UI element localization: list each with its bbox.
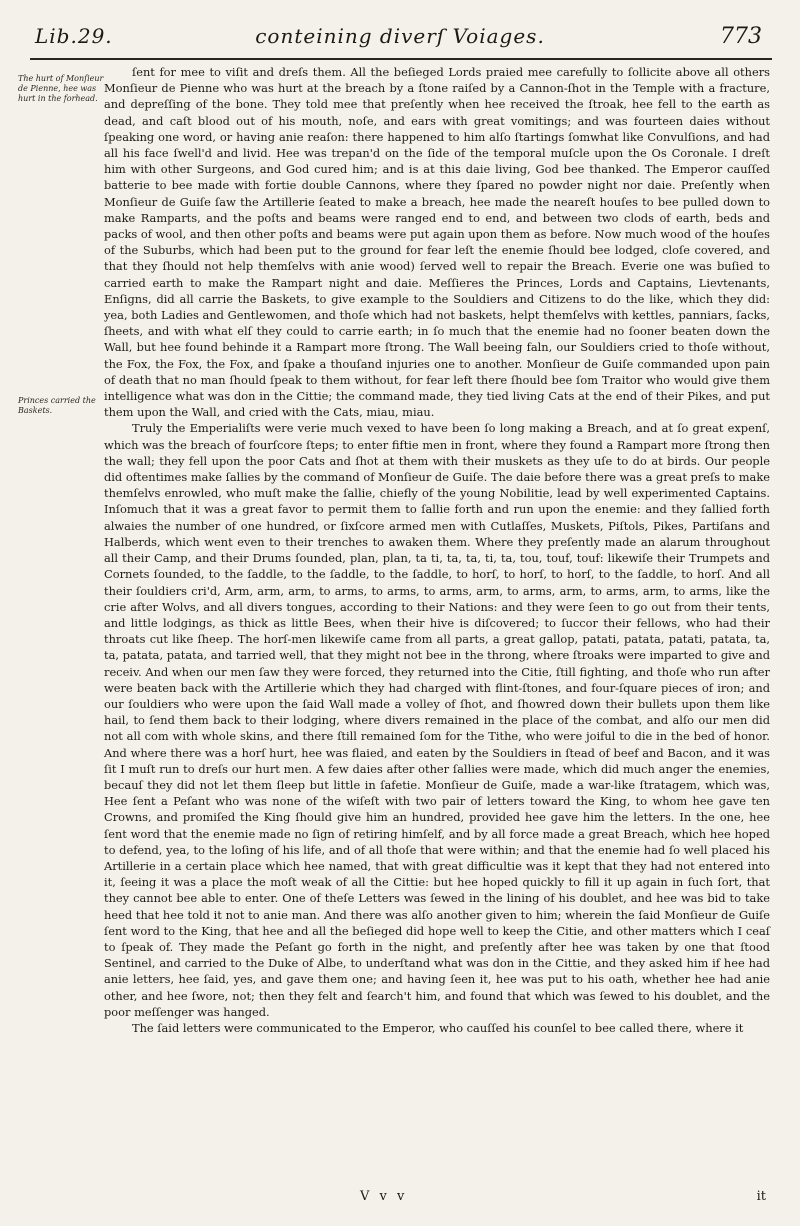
margin-note: Princes carried the Baskets.	[18, 396, 96, 415]
paragraph: ſent for mee to viſit and dreſs them. All the beſieged Lords praied mee carefully to ſollicite above all others Monſieur de Pienne who was hurt at the breach by a ſtone raiſed by a Cannon-ſhot in the Temple with a fracture, and depreſſing of the bone. They told mee that preſently when hee received the ſtroak, hee fell to the earth as dead, and caſt blood out of his mouth, noſe, and ears with great vomitings; and was fourteen daies without ſpeaking one word, or having anie reaſon: there happened to him alſo ſtartings ſomwhat like Convulſions, and had all his face ſwell'd and livid. Hee was trepan'd on the ſide of the temporal muſcle upon the Os Coronale. I dreſt him with other Surgeons, and God cured him; and is at this daie living, God bee thanked. The Emperor cauſſed batterie to bee made with fortie double Cannons, where they ſpared no powder night nor daie. Preſently when Monſieur de Guiſe ſaw the Artillerie ſeated to make a breach, hee made the neareſt houſes to bee pulled down to make Ramparts, and the poſts and beams were ranged end to end, and between two clods of earth, beds and packs of wool, and then other poſts and beams were put again upon them as before. Now much wood of the houſes of the Suburbs, which had been put to the ground for fear leſt the enemie ſhould bee lodged, cloſe covered, and that they ſhould not help themſelvs with anie wood) ſerved well to repair the Breach. Everie one was buſied to carried earth to make the Rampart night and daie. Meſſieres the Princes, Lords and Captains, Lievtenants, Enſigns, did all carrie the Baskets, to give example to the Souldiers and Citizens to do the like, which they did: yea, both Ladies and Gentlewomen, and thoſe which had not baskets, helpt themſelvs with kettles, panniars, ſacks, ſheets, and with what elſ they could to carrie earth; in ſo much that the enemie had no ſooner beaten down the Wall, but hee found behinde it a Rampart more ſtrong. The Wall beeing faln, our Souldiers cried to thoſe without, the Fox, the Fox, the Fox, and ſpake a thouſand injuries one to another. Monſieur de Guiſe commanded upon pain of death that no man ſhould ſpeak to them without, for fear left there ſhould bee ſom Traitor who would give them intelligence what was don in the Cittie; the command made, they tied living Cats at the end of their Pikes, and put them upon the Wall, and cried with the Cats, miau, miau.	[104, 65, 770, 420]
page-number: 773	[720, 24, 762, 49]
running-title: conteining diverſ Voiages.	[255, 24, 545, 48]
running-head-left: Lib.29.	[35, 24, 113, 48]
paragraph: The ſaid letters were communicated to the Emperor, who cauſſed his counſel to bee called there, where it	[132, 1020, 744, 1035]
header-rule	[30, 58, 772, 60]
paragraph: Truly the Emperialiſts were verie much vexed to have been ſo long making a Breach, and at ſo great expenſ, which was the breach of fourſcore ſteps; to enter fiftie men in front, where they found a Rampart more ſtrong then the wall; they fell upon the poor Cats and ſhot at them with their muskets as they uſe to do at birds. Our people did oftentimes make ſallies by the command of Monſieur de Guiſe. The daie before there was a great preſs to make themſelvs enrowled, who muſt make the ſallie, chiefly of the young Nobilitie, lead by well experimented Captains. Inſomuch that it was a great favor to permit them to ſallie forth and run upon the enemie: and they ſallied forth alwaies the number of one hundred, or ſixſcore armed men with Cutlaſſes, Muskets, Piſtols, Pikes, Partiſans and Halberds, which went even to their trenches to awaken them. Where they preſently made an alarum throughout all their Camp, and their Drums ſounded, plan, plan, ta ti, ta, ta, ti, ta, tou, touf, touf: likewiſe their Trumpets and Cornets ſounded, to the ſaddle, to the ſaddle, to the ſaddle, to horſ, to horſ, to horſ, to the ſaddle, to horſ. And all their ſouldiers cri'd, Arm, arm, arm, to arms, to arms, to arms, arm, to arms, arm, to arms, arm, to arms, like the crie after Wolvs, and all divers tongues, according to their Nations: and they were ſeen to go out from their tents, and little lodgings, as thick as little Bees, when their hive is diſcovered; to ſuccor their fellows, who had their throats cut like ſheep. The horſ-men likewiſe came from all parts, a great gallop, patati, patata, patati, patata, ta, ta, patata, patata, and tarried well, that they might not bee in the throng, where ſtroaks were imparted to give and receiv. And when our men ſaw they were forced, they returned into the Citie, ſtill fighting, and thoſe who run after were beaten back with the Artillerie which they had charged with flint-ſtones, and four-ſquare pieces of iron; and our ſouldiers who were upon the ſaid Wall made a volley of ſhot, and ſhowred down their bullets upon them like hail, to ſend them back to their lodging, where divers remained in the place of the combat, and alſo our men did not all com with whole skins, and there ſtill remained ſom for the Tithe, who were joiful to die in the bed of honor. And where there was a horſ hurt, hee was flaied, and eaten by the Souldiers in ſtead of beef and Bacon, and it was ſit I muſt run to dreſs our hurt men. A few daies after other ſallies were made, which did much anger the enemies, becauſ they did not let them ſleep but little in ſafetie. Monſieur de Guiſe, made a war-like ſtratagem, which was, Hee ſent a Peſant who was none of the wiſeſt with two pair of letters toward the King, to whom hee gave ten Crowns, and promiſed the King ſhould give him an hundred, provided hee gave him the letters. In the one, hee ſent word that the enemie made no ſign of retiring himſelf, and by all force made a great Breach, which hee hoped to defend, yea, to the loſing of his life, and of all thoſe that were within; and that the enemie had ſo well placed his Artillerie in a certain place which hee named, that with great difficultie was it kept that they had not entered into it, ſeeing it was a place the moſt weak of all the Cittie: but hee hoped quickly to fill it up again in ſuch ſort, that they cannot bee able to enter. One of theſe Letters was ſewed in the lining of his doublet, and hee was bid to take heed that hee told it not to anie man. And there was alſo another given to him; wherein the ſaid Monſieur de Guiſe ſent word to the King, that hee and all the beſieged did hope well to keep the Citie, and other matters which I ceaſ to ſpeak of. They made the Peſant go forth in the night, and preſently after hee was taken by one that ſtood Sentinel, and carried to the Duke of Albe, to underſtand what was don in the Cittie, and they asked him if hee had anie letters, hee ſaid, yes, and gave them one; and having ſeen it, hee was put to his oath, whether hee had anie other, and hee ſwore, not; then they felt and ſearch't him, and found that which was ſewed to his doublet, and the poor meſſenger was hanged.	[104, 421, 770, 1019]
signature-mark: V v v	[360, 1189, 408, 1204]
catchword: it	[756, 1189, 766, 1204]
page-footer	[0, 1183, 800, 1219]
body-text	[104, 64, 770, 1036]
margin-note: The hurt of Monſieur de Pienne, hee was hurt in the forhead.	[18, 74, 104, 103]
running-header	[30, 18, 770, 58]
